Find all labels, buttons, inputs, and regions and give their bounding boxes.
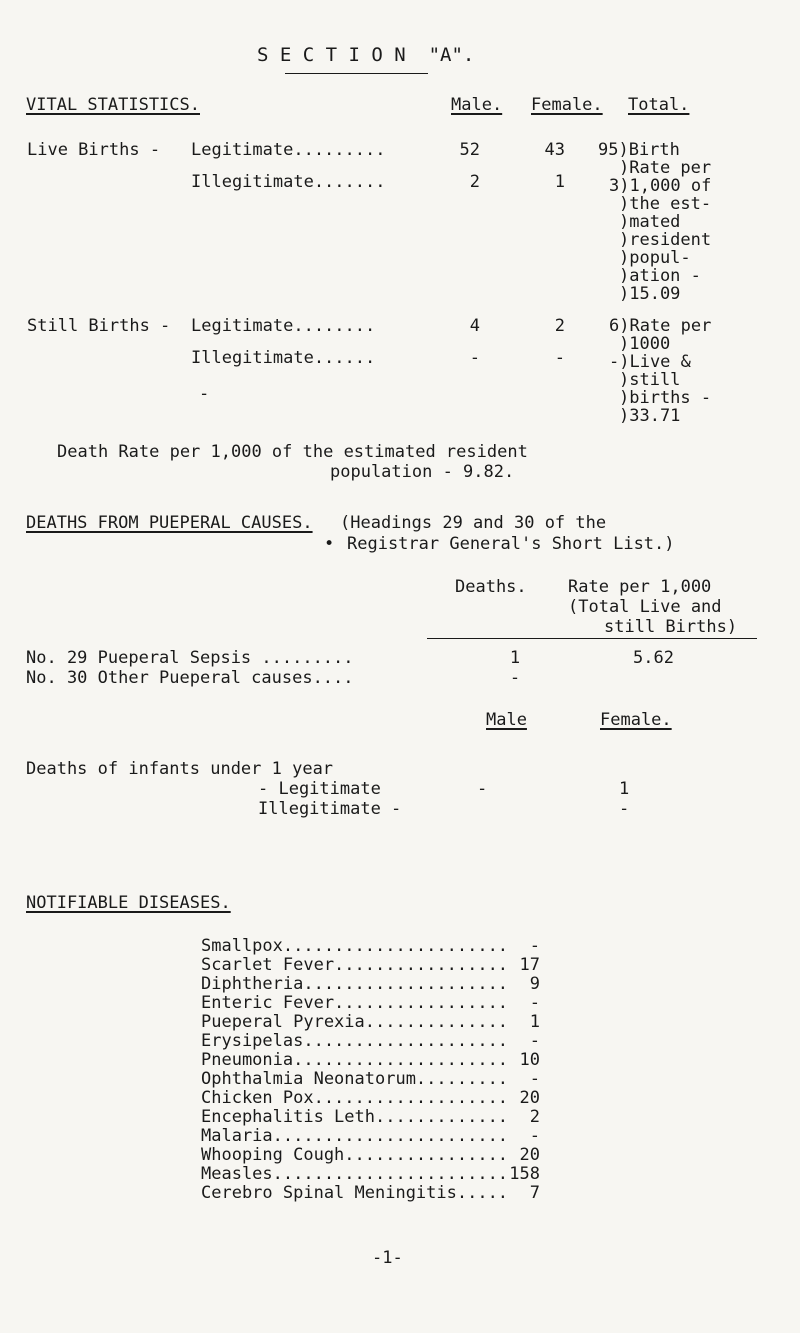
still-total-line: )1000 xyxy=(619,334,671,354)
puerperal-row-deaths: 1 xyxy=(509,648,521,668)
still-legitimate-label: Legitimate........ xyxy=(191,316,376,336)
disease-label: Whooping Cough................ xyxy=(201,1145,509,1165)
headings-line-2: Registrar General's Short List.) xyxy=(347,534,675,554)
disease-count: - xyxy=(529,993,540,1013)
disease-label: Erysipelas.................... xyxy=(201,1031,509,1051)
headings-line-1: (Headings 29 and 30 of the xyxy=(340,513,607,533)
disease-label: Cerebro Spinal Meningitis..... xyxy=(201,1183,509,1203)
live-total-line: 95)Birth xyxy=(598,140,680,160)
col-rate-header-1: Rate per 1,000 xyxy=(568,577,712,597)
infants-legitimate-female: 1 xyxy=(619,779,630,799)
infants-title: Deaths of infants under 1 year xyxy=(26,759,334,779)
disease-label: Enteric Fever................. xyxy=(201,993,509,1013)
disease-label: Chicken Pox................... xyxy=(201,1088,509,1108)
disease-count: 10 xyxy=(519,1050,540,1070)
live-births-label: Live Births - xyxy=(27,140,161,160)
disease-count: 158 xyxy=(509,1164,540,1184)
puerperal-row-rate: 5.62 xyxy=(633,648,674,668)
live-total-line: )the est- xyxy=(619,194,712,214)
disease-label: Malaria....................... xyxy=(201,1126,509,1146)
death-rate-line-2: population - 9.82. xyxy=(330,462,515,482)
col-male-header: Male. xyxy=(451,95,503,115)
disease-label: Encephalitis Leth............. xyxy=(201,1107,509,1127)
disease-label: Measles....................... xyxy=(201,1164,509,1184)
col-rate-header-3: still Births) xyxy=(604,617,738,637)
bullet-mark: • xyxy=(324,534,335,554)
live-total-line: )mated xyxy=(619,212,681,232)
live-total-line: )15.09 xyxy=(619,284,681,304)
col-header-rule xyxy=(427,638,757,639)
infants-col-male: Male xyxy=(486,710,527,730)
disease-label: Diphtheria.................... xyxy=(201,974,509,994)
infants-legitimate-label: - Legitimate xyxy=(258,779,381,799)
live-illegitimate-female: 1 xyxy=(554,172,565,192)
disease-label: Scarlet Fever................. xyxy=(201,955,509,975)
infants-col-female: Female. xyxy=(600,710,672,730)
infants-legitimate-male: - xyxy=(477,779,488,799)
live-legitimate-male: 52 xyxy=(459,140,480,160)
puerperal-row-deaths: - xyxy=(509,668,521,688)
disease-count: 17 xyxy=(519,955,540,975)
still-illegitimate-female: - xyxy=(554,348,565,368)
still-births-label: Still Births - xyxy=(27,316,171,336)
death-rate-line-1: Death Rate per 1,000 of the estimated resident xyxy=(57,442,528,462)
disease-label: Pueperal Pyrexia.............. xyxy=(201,1012,509,1032)
still-births-dash: - xyxy=(199,384,210,404)
live-illegitimate-male: 2 xyxy=(469,172,480,192)
disease-label: Pneumonia..................... xyxy=(201,1050,509,1070)
disease-count: 20 xyxy=(519,1145,540,1165)
still-illegitimate-male: - xyxy=(469,348,480,368)
still-total-line: 6)Rate per xyxy=(609,316,712,336)
live-legitimate-label: Legitimate......... xyxy=(191,140,386,160)
live-legitimate-female: 43 xyxy=(544,140,565,160)
live-total-line: )ation - xyxy=(619,266,701,286)
infants-illegitimate-female: - xyxy=(619,799,630,819)
disease-label: Smallpox...................... xyxy=(201,936,509,956)
live-total-line: )resident xyxy=(619,230,712,250)
still-total-line: )births - xyxy=(619,388,712,408)
disease-count: 2 xyxy=(529,1107,540,1127)
section-heading-rule xyxy=(285,73,428,74)
disease-count: 7 xyxy=(529,1183,540,1203)
disease-count: 1 xyxy=(529,1012,540,1032)
disease-count: 20 xyxy=(519,1088,540,1108)
still-illegitimate-label: Illegitimate...... xyxy=(191,348,376,368)
disease-count: - xyxy=(529,1069,540,1089)
still-legitimate-female: 2 xyxy=(554,316,565,336)
still-total-line: -)Live & xyxy=(609,352,691,372)
still-total-line: )still xyxy=(619,370,681,390)
col-rate-header-2: (Total Live and xyxy=(568,597,722,617)
page-number: -1- xyxy=(372,1248,403,1268)
still-total-line: )33.71 xyxy=(619,406,681,426)
live-total-line: )popul- xyxy=(619,248,691,268)
disease-count: - xyxy=(529,936,540,956)
live-total-line: 3)1,000 of xyxy=(609,176,712,196)
notifiable-diseases-title: NOTIFIABLE DISEASES. xyxy=(26,893,231,913)
disease-count: - xyxy=(529,1126,540,1146)
vital-statistics-title: VITAL STATISTICS. xyxy=(26,95,200,115)
section-heading: S E C T I O N "A". xyxy=(257,44,475,66)
disease-count: 9 xyxy=(529,974,540,994)
puerperal-row-label: No. 30 Other Pueperal causes.... xyxy=(26,668,354,688)
infants-illegitimate-label: Illegitimate - xyxy=(258,799,402,819)
col-total-header: Total. xyxy=(628,95,690,115)
col-female-header: Female. xyxy=(531,95,603,115)
live-total-line: )Rate per xyxy=(619,158,712,178)
col-deaths-header: Deaths. xyxy=(455,577,527,597)
disease-label: Ophthalmia Neonatorum......... xyxy=(201,1069,509,1089)
live-illegitimate-label: Illegitimate....... xyxy=(191,172,386,192)
puerperal-title: DEATHS FROM PUEPERAL CAUSES. xyxy=(26,513,313,533)
puerperal-row-label: No. 29 Pueperal Sepsis ......... xyxy=(26,648,354,668)
disease-count: - xyxy=(529,1031,540,1051)
still-legitimate-male: 4 xyxy=(469,316,480,336)
